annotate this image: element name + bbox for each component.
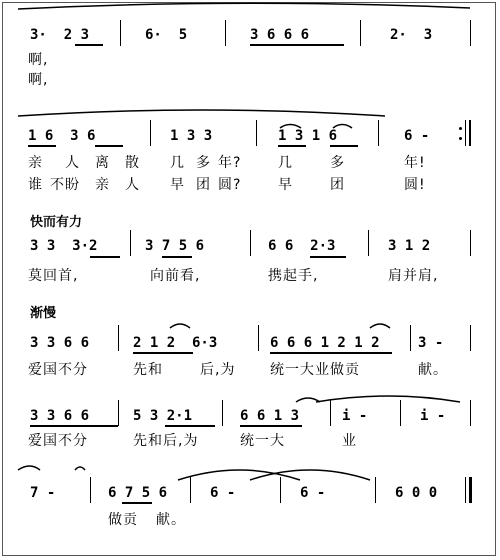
barline bbox=[470, 400, 471, 426]
bar-notes: 7 - bbox=[30, 485, 56, 501]
lyric: 早 bbox=[278, 177, 293, 193]
lyric: 莫回首, bbox=[28, 268, 79, 284]
bar-notes: 6 - bbox=[300, 485, 326, 501]
bar-notes: 6· 5 bbox=[145, 27, 188, 43]
bar-notes: 6 - bbox=[210, 485, 236, 501]
lyric: 团 bbox=[196, 177, 211, 193]
beam bbox=[165, 425, 215, 427]
barline bbox=[90, 477, 91, 503]
beam bbox=[330, 145, 358, 147]
beam bbox=[28, 145, 56, 147]
barline bbox=[378, 120, 379, 146]
bar-notes: 6 0 0 bbox=[395, 485, 438, 501]
lyric: 爱国不分 bbox=[28, 362, 88, 378]
lyric: 献。 bbox=[418, 362, 448, 378]
tempo-marking: 渐慢 bbox=[30, 306, 57, 321]
lyric: 统一大 bbox=[240, 433, 285, 449]
lyric: 肩并肩, bbox=[388, 268, 439, 284]
lyric: 爱国不分 bbox=[28, 433, 88, 449]
repeat-barline bbox=[465, 120, 466, 146]
lyric-line-1: 啊, bbox=[28, 52, 49, 68]
bar-notes: 3 - bbox=[418, 335, 444, 351]
lyric: 先和 bbox=[133, 362, 163, 378]
barline bbox=[470, 325, 471, 351]
barline bbox=[410, 325, 411, 351]
tempo-marking: 快而有力 bbox=[30, 215, 83, 230]
lyric: 团 bbox=[330, 177, 345, 193]
lyric: 人 bbox=[65, 155, 80, 171]
barline bbox=[118, 400, 119, 426]
bar-notes: 6 6 1 3 bbox=[240, 408, 300, 424]
lyric: 向前看, bbox=[150, 268, 201, 284]
lyric: 几 bbox=[170, 155, 185, 171]
lyric-line-2: 啊, bbox=[28, 72, 49, 88]
barline bbox=[130, 230, 131, 256]
lyric: 多 bbox=[196, 155, 211, 171]
lyric: 圆! bbox=[404, 177, 426, 193]
lyric: 亲 bbox=[95, 177, 110, 193]
repeat-dot bbox=[459, 137, 462, 140]
repeat-barline-thick bbox=[469, 120, 471, 146]
bar-notes: 6 - bbox=[404, 128, 430, 144]
barline bbox=[250, 230, 251, 256]
barline bbox=[222, 400, 223, 426]
lyric: 做贡 bbox=[108, 512, 138, 528]
bar-notes: 2 1 2 6·3 bbox=[133, 335, 218, 351]
lyric: 献。 bbox=[156, 512, 186, 528]
bar-notes: 6 6 6 1 2 1 2 bbox=[270, 335, 380, 351]
lyric: 散 bbox=[125, 155, 140, 171]
lyric: 携起手, bbox=[268, 268, 319, 284]
barline bbox=[330, 400, 331, 426]
barline bbox=[150, 120, 151, 146]
barline bbox=[118, 325, 119, 351]
bar-notes: 1 6 3 6 bbox=[28, 128, 96, 144]
beam bbox=[90, 256, 120, 258]
bar-notes: 3 7 5 6 bbox=[145, 238, 205, 254]
repeat-dot bbox=[459, 127, 462, 130]
beam bbox=[270, 352, 392, 354]
barline bbox=[256, 120, 257, 146]
bar-notes: 3 3 6 6 bbox=[30, 335, 90, 351]
lyric: 先和后,为 bbox=[133, 433, 199, 449]
lyric: 统一大业做贡 bbox=[270, 362, 360, 378]
bar-notes: 3· 2 3 bbox=[30, 27, 90, 43]
bar-notes: 2· 3 bbox=[390, 27, 433, 43]
bar-notes: 5 3 2·1 bbox=[133, 408, 193, 424]
barline bbox=[120, 20, 121, 46]
lyric: 亲 bbox=[28, 155, 43, 171]
beam bbox=[310, 256, 346, 258]
lyric: 年? bbox=[218, 155, 242, 171]
lyric: 离 bbox=[95, 155, 110, 171]
lyric: 早 bbox=[170, 177, 185, 193]
bar-notes: 3 6 6 6 bbox=[250, 27, 310, 43]
beam bbox=[133, 352, 193, 354]
lyric: 几 bbox=[278, 155, 293, 171]
bar-notes: 3 3 3·2 bbox=[30, 238, 98, 254]
bar-notes: 1 3 1 6 bbox=[278, 128, 338, 144]
bar-notes: 3 3 6 6 bbox=[30, 408, 90, 424]
final-barline-thick bbox=[469, 477, 472, 503]
barline bbox=[470, 20, 471, 46]
barline bbox=[400, 400, 401, 426]
lyric: 不盼 bbox=[50, 177, 80, 193]
barline bbox=[375, 477, 376, 503]
lyric: 谁 bbox=[28, 177, 43, 193]
bar-notes: 6 7 5 6 bbox=[108, 485, 168, 501]
beam bbox=[278, 145, 306, 147]
lyric: 业 bbox=[342, 433, 357, 449]
bar-notes: 6 6 2·3 bbox=[268, 238, 336, 254]
barline bbox=[360, 20, 361, 46]
beam bbox=[30, 425, 118, 427]
barline bbox=[190, 477, 191, 503]
bar-notes: i - bbox=[420, 408, 446, 424]
beam bbox=[240, 425, 302, 427]
beam bbox=[250, 44, 344, 46]
lyric: 后,为 bbox=[200, 362, 236, 378]
beam bbox=[162, 256, 192, 258]
final-barline bbox=[465, 477, 466, 503]
beam bbox=[75, 44, 103, 46]
barline bbox=[225, 20, 226, 46]
barline bbox=[280, 477, 281, 503]
beam bbox=[122, 502, 152, 504]
lyric: 人 bbox=[125, 177, 140, 193]
bar-notes: i - bbox=[342, 408, 368, 424]
beam bbox=[95, 145, 123, 147]
barline bbox=[368, 230, 369, 256]
lyric: 年! bbox=[404, 155, 426, 171]
bar-notes: 1 3 3 bbox=[170, 128, 213, 144]
lyric: 圆? bbox=[218, 177, 242, 193]
barline bbox=[470, 230, 471, 256]
bar-notes: 3 1 2 bbox=[388, 238, 431, 254]
lyric: 多 bbox=[330, 155, 345, 171]
barline bbox=[258, 325, 259, 351]
